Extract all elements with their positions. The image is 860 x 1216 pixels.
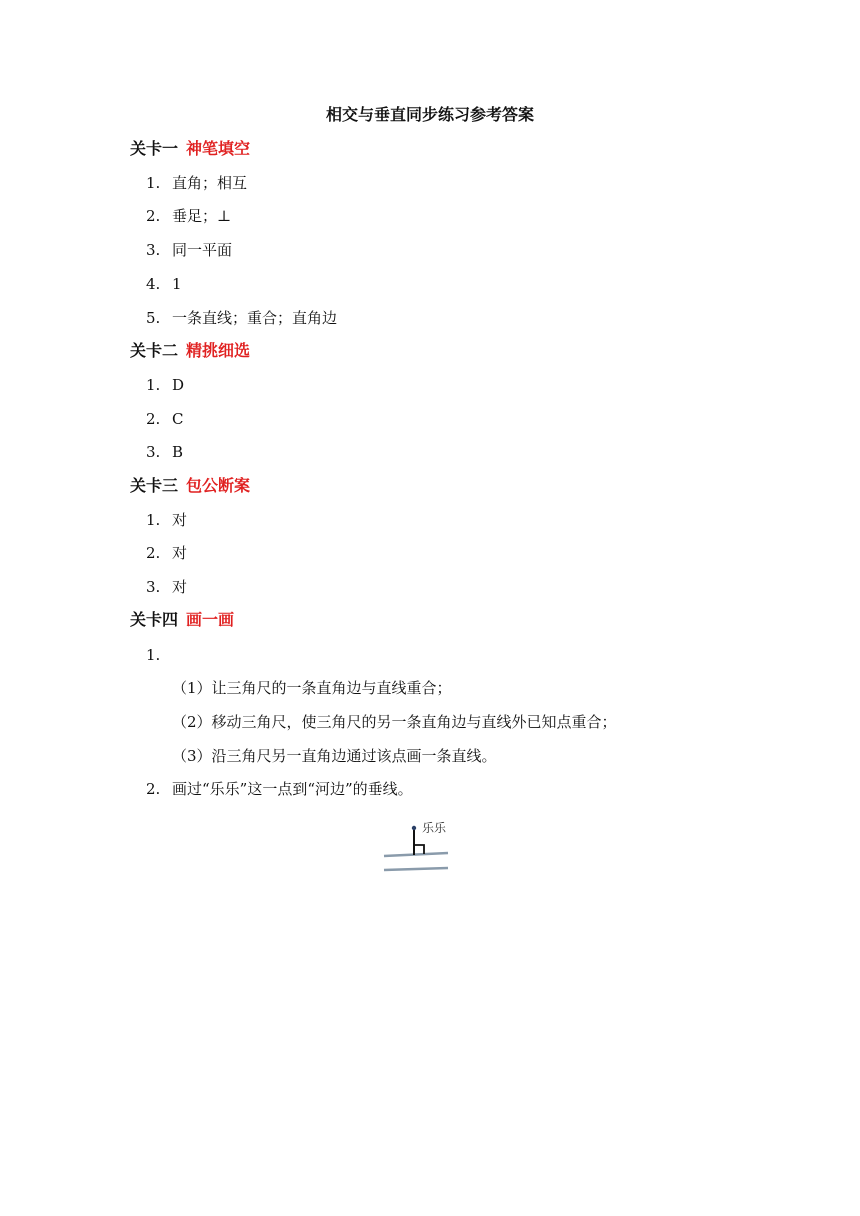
item-number: 1. [146, 376, 161, 394]
list-item [146, 509, 187, 531]
item-text: C [172, 410, 184, 428]
point-lele [412, 826, 416, 830]
item-text: 1 [172, 275, 182, 293]
list-item [146, 374, 184, 396]
river-line-top [384, 853, 448, 856]
item-number: 2. [146, 207, 161, 225]
item-number: 1. [146, 174, 161, 192]
item-number: 3. [146, 443, 161, 461]
item-text: 同一平面 [172, 241, 233, 259]
list-item [146, 542, 187, 564]
item-number: 2. [146, 410, 161, 428]
item-text: D [172, 376, 185, 394]
section-3-name: 包公断案 [186, 476, 251, 495]
list-item [146, 307, 337, 329]
list-item [146, 205, 231, 227]
item-number: 4. [146, 275, 161, 293]
item-number: 1. [146, 511, 161, 529]
item-number: 3. [146, 241, 161, 259]
river-line-bottom [384, 868, 448, 870]
list-item [146, 644, 172, 666]
list-item [146, 239, 232, 261]
list-item [146, 441, 183, 463]
item-number: 2. [146, 780, 161, 798]
item-number: 5. [146, 309, 161, 327]
item-text: 垂足；⊥ [172, 207, 232, 225]
list-item [146, 408, 183, 430]
item-text: B [172, 443, 184, 461]
section-3-prefix: 关卡三 [130, 476, 179, 495]
step-2: （2）移动三角尺，使三角尺的另一条直角边与直线外已知点重合； [172, 713, 617, 731]
item-text: 一条直线；重合；直角边 [172, 309, 338, 327]
list-item [146, 273, 182, 295]
section-2-name: 精挑细选 [186, 341, 251, 360]
item-number: 2. [146, 544, 161, 562]
perpendicular-figure [380, 818, 460, 878]
item-text: 对 [172, 544, 188, 562]
step-1: （1）让三角尺的一条直角边与直线重合； [172, 679, 452, 697]
item-number: 3. [146, 578, 161, 596]
item-text: 直角；相互 [172, 174, 248, 192]
section-1-prefix: 关卡一 [130, 139, 179, 158]
item-number: 1. [146, 646, 161, 664]
section-2-prefix: 关卡二 [130, 341, 179, 360]
page-title: 相交与垂直同步练习参考答案 [325, 105, 534, 124]
list-item [146, 778, 413, 800]
point-label: 乐乐 [422, 821, 447, 835]
section-4-name: 画一画 [186, 610, 235, 629]
right-angle-mark [414, 845, 424, 854]
section-3-heading [130, 475, 250, 497]
section-4-heading [130, 609, 234, 631]
section-2-heading [130, 340, 250, 362]
item-text: 画过“乐乐”这一点到“河边”的垂线。 [172, 780, 413, 798]
item-text: 对 [172, 511, 188, 529]
section-4-prefix: 关卡四 [130, 610, 179, 629]
section-1-name: 神笔填空 [186, 139, 251, 158]
section-1-heading [130, 138, 250, 160]
list-item [146, 576, 187, 598]
list-item [146, 172, 247, 194]
item-text: 对 [172, 578, 188, 596]
step-3: （3）沿三角尺另一直角边通过该点画一条直线。 [172, 747, 497, 765]
